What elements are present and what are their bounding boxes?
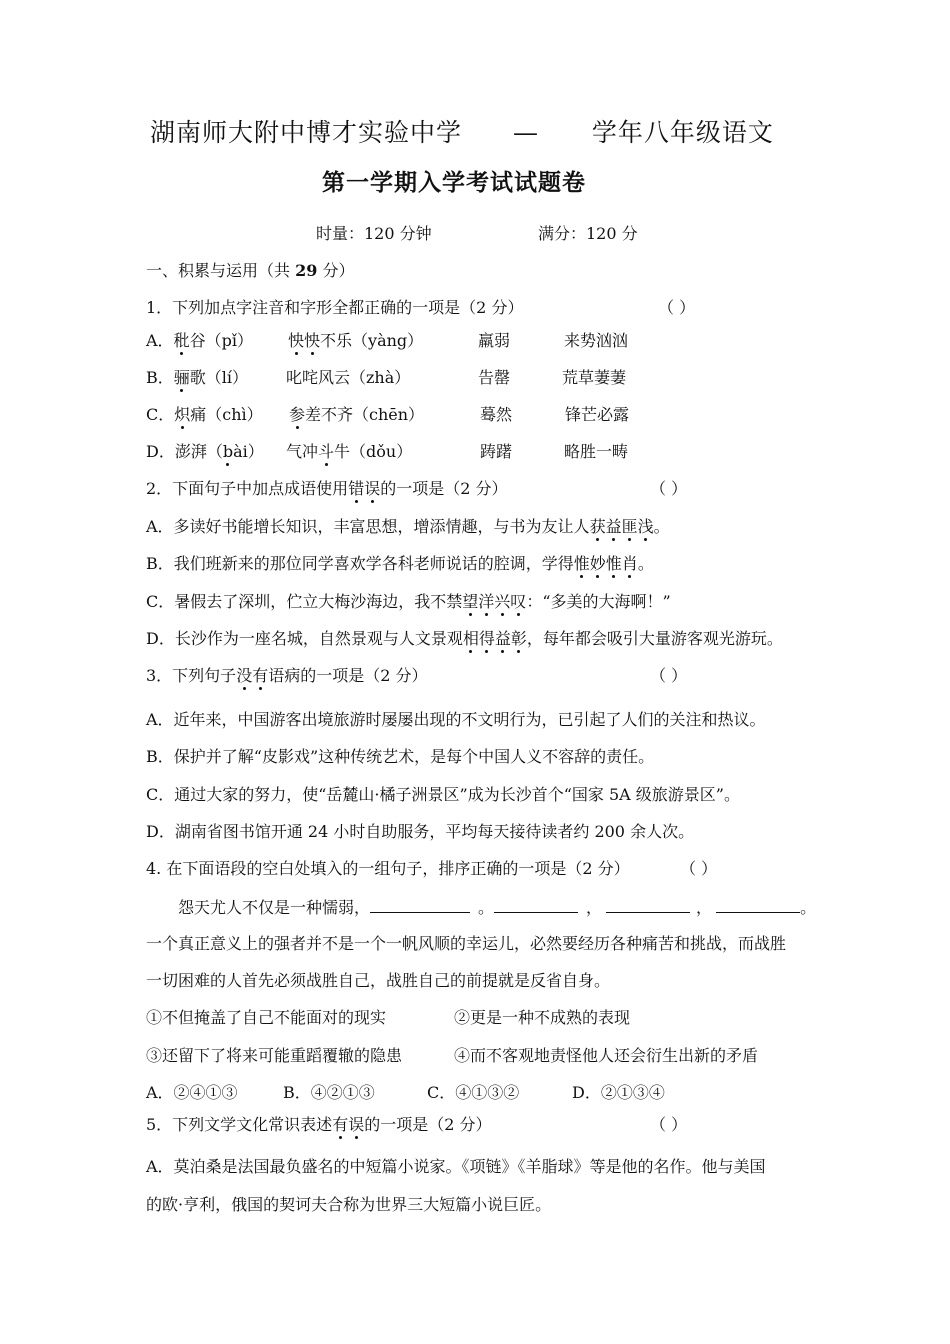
option-text: 痛（chì） <box>190 405 263 424</box>
q4-answer-paren: （ ） <box>680 859 718 878</box>
q1-option-b <box>146 368 248 388</box>
section-points: 29 <box>295 261 318 280</box>
option-text: 。 <box>653 517 670 536</box>
option-text: 差不齐（chēn） <box>305 405 425 424</box>
exam-title-line2: 第一学期入学考试试题卷 <box>322 169 586 196</box>
dotted-char: 彰 <box>510 629 527 648</box>
option-text: 牛（dǒu） <box>334 442 413 461</box>
q3-option-a: A．近年来，中国游客出境旅游时屡屡出现的不文明行为，已引起了人们的关注和热议。 <box>146 710 766 729</box>
q4-sentence-4: ④而不客观地责怪他人还会衍生出新的矛盾 <box>454 1046 759 1065</box>
q4-passage-line3: 一切困难的人首先必须战胜自己，战胜自己的前提就是反省自身。 <box>146 971 611 990</box>
dotted-char: 益 <box>494 629 511 648</box>
q1-option-b-word3: 告罄 <box>478 368 511 387</box>
q3-option-d: D．湖南省图书馆开通 24 小时自助服务，平均每天接待读者约 200 余人次。 <box>146 822 695 841</box>
option-text: C．暑假去了深圳，伫立大梅沙海边，我不禁 <box>146 592 463 611</box>
q4-answer-b: B．④②①③ <box>283 1083 375 1102</box>
q2-option-b <box>146 554 654 574</box>
dotted-char: 匪 <box>621 517 638 536</box>
dotted-char: 错 <box>348 479 365 498</box>
q4-sentence-2: ②更是一种不成熟的表现 <box>454 1008 631 1027</box>
stem-text: 3．下列句子 <box>146 666 237 685</box>
option-text: 澎 <box>174 442 191 461</box>
exam-title-line1 <box>150 118 774 148</box>
passage-text: 怨天尤人不仅是一种懦弱， <box>178 898 371 917</box>
dotted-char: 兴 <box>494 592 511 611</box>
option-label: C． <box>146 405 175 424</box>
grade-subject: 学年八年级语文 <box>591 118 774 147</box>
option-label: B． <box>146 368 174 387</box>
fill-blank <box>370 897 470 913</box>
section-heading-suffix: 分） <box>317 261 355 280</box>
dotted-char: 炽 <box>174 405 191 424</box>
school-name: 湖南师大附中博才实验中学 <box>150 118 463 147</box>
option-text: A．多读好书能增长知识，丰富思想，增添情趣，与书为友让人 <box>146 517 590 536</box>
q1-option-d-word4: 略胜一畴 <box>564 442 629 461</box>
dotted-char: 没 <box>236 666 253 685</box>
dotted-char: 得 <box>478 629 495 648</box>
q5-option-a-line2: 的欧·亨利，俄国的契诃夫合称为世界三大短篇小说巨匠。 <box>146 1195 552 1214</box>
q1-option-a-word2 <box>288 331 423 351</box>
fill-blank <box>716 897 800 913</box>
section-heading-prefix: 一、积累与运用（共 <box>146 261 296 280</box>
q2-stem <box>146 479 508 499</box>
passage-text: 。 <box>478 898 495 917</box>
dotted-char: 怏 <box>288 331 305 350</box>
q3-option-c: C．通过大家的努力，使“岳麓山·橘子洲景区”成为长沙首个“国家 5A 级旅游景区”。 <box>146 785 740 804</box>
option-label: D． <box>146 442 175 461</box>
q4-stem: 4. 在下面语段的空白处填入的一组句子，排序正确的一项是（2 分） <box>146 859 630 878</box>
q1-answer-paren: （ ） <box>658 298 696 317</box>
q3-option-b: B．保护并了解“皮影戏”这种传统艺术，是每个中国人义不容辞的责任。 <box>146 747 655 766</box>
dotted-char: 浅 <box>637 517 654 536</box>
exam-score: 满分：120 分 <box>538 224 638 243</box>
q5-option-a-line1: A．莫泊桑是法国最负盛名的中短篇小说家。《项链》《羊脂球》等是他的名作。他与美国 <box>146 1157 766 1176</box>
dotted-char: 骊 <box>173 368 190 387</box>
exam-time: 时量：120 分钟 <box>316 224 432 243</box>
option-text: ：“多美的大海啊！” <box>526 592 671 611</box>
q5-stem <box>146 1115 492 1135</box>
dotted-char: 惟 <box>605 554 622 573</box>
q3-answer-paren: （ ） <box>650 666 688 685</box>
option-text: 歌（lí） <box>189 368 249 387</box>
dotted-char: 斗 <box>318 442 335 461</box>
stem-text: 2．下面句子中加点成语使用 <box>146 479 349 498</box>
dotted-char: 惟 <box>573 554 590 573</box>
passage-text: ， <box>696 898 713 917</box>
dotted-char: 妙 <box>589 554 606 573</box>
fill-blank <box>494 897 578 913</box>
q1-option-b-word2c <box>318 368 410 388</box>
option-text: B．我们班新来的那位同学喜欢学各科老师说话的腔调，学得 <box>146 554 574 573</box>
q1-option-d-word3: 踌躇 <box>480 442 513 461</box>
q1-option-a-word3: 羸弱 <box>478 331 511 350</box>
dotted-char: 望 <box>462 592 479 611</box>
option-text: 谷（pǐ） <box>189 331 253 350</box>
dotted-char: 怏 <box>304 331 321 350</box>
dotted-char: 有 <box>252 666 269 685</box>
passage-text: ， <box>586 898 603 917</box>
stem-text: 的一项是（2 分） <box>364 1115 492 1134</box>
dotted-char: 相 <box>462 629 479 648</box>
q1-option-c-word3: 蓦然 <box>480 405 513 424</box>
option-text: D．长沙作为一座名城，自然景观与人文景观 <box>146 629 463 648</box>
q1-option-c <box>146 405 263 425</box>
q1-option-d-word2 <box>286 442 412 462</box>
option-text: 气冲 <box>286 442 319 461</box>
stem-text: 的一项是（2 分） <box>380 479 508 498</box>
passage-text: 。 <box>800 898 817 917</box>
option-label: A． <box>146 331 174 350</box>
q2-option-a <box>146 517 670 537</box>
q2-option-d <box>146 629 783 649</box>
dotted-char: 叹 <box>510 592 527 611</box>
dotted-char: 肖 <box>621 554 638 573</box>
stem-text: 5．下列文学文化常识表述 <box>146 1115 333 1134</box>
option-text: 风云（zhà） <box>318 368 411 387</box>
year-dash: — <box>512 118 539 147</box>
q4-sentence-3: ③还留下了将来可能重蹈覆辙的隐患 <box>146 1046 403 1065</box>
q4-answer-c: C．④①③② <box>427 1083 520 1102</box>
dotted-char: 益 <box>605 517 622 536</box>
dotted-char: 误 <box>348 1115 365 1134</box>
option-text: 。 <box>637 554 654 573</box>
q2-option-c <box>146 592 671 612</box>
q3-stem <box>146 666 428 686</box>
dotted-char: 参 <box>289 405 306 424</box>
q5-answer-paren: （ ） <box>650 1115 688 1134</box>
dotted-char: 获 <box>589 517 606 536</box>
dotted-char: 洋 <box>478 592 495 611</box>
q4-passage-line2: 一个真正意义上的强者并不是一个一帆风顺的幸运儿，必然要经历各种痛苦和挑战，而战胜 <box>146 934 787 953</box>
q4-answer-d: D．②①③④ <box>572 1083 665 1102</box>
dotted-char: 有 <box>332 1115 349 1134</box>
q4-passage-line1 <box>178 897 816 918</box>
q1-option-c-word2 <box>289 405 424 425</box>
dotted-char: 秕 <box>173 331 190 350</box>
q1-option-b-word4: 荒草萋萋 <box>562 368 627 387</box>
q1-option-a <box>146 331 253 351</box>
q1-option-a-word4: 来势汹汹 <box>564 331 629 350</box>
q4-sentence-1: ①不但掩盖了自己不能面对的现实 <box>146 1008 387 1027</box>
dotted-char: 误 <box>364 479 381 498</box>
section-heading <box>146 261 354 281</box>
q1-stem: 1．下列加点字注音和字形全都正确的一项是（2 分） <box>146 298 524 317</box>
q1-option-c-word4: 锋芒必露 <box>565 405 630 424</box>
q4-answer-a: A．②④①③ <box>146 1083 238 1102</box>
fill-blank <box>606 897 690 913</box>
q1-option-d <box>146 442 264 462</box>
option-text: 不乐（yàng） <box>320 331 424 350</box>
stem-text: 语病的一项是（2 分） <box>268 666 428 685</box>
dotted-char: 湃（bài） <box>190 442 264 461</box>
option-text: ，每年都会吸引大量游客观光游玩。 <box>526 629 783 648</box>
q1-option-b-word2 <box>286 368 318 388</box>
option-text: 叱咤 <box>286 368 319 387</box>
q2-answer-paren: （ ） <box>650 479 688 498</box>
